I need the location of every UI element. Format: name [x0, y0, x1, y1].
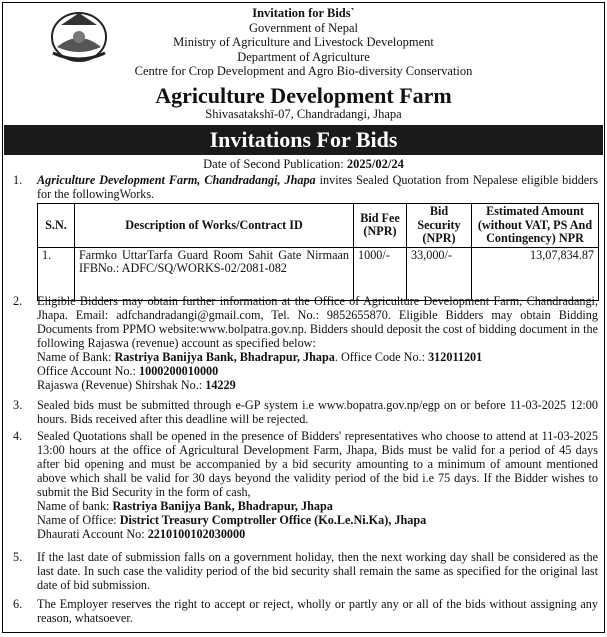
item2-bank-line	[37, 350, 598, 364]
dhaurati-account: 2210100102030000	[147, 527, 246, 541]
item-number: 6.	[13, 597, 23, 611]
item4-bank-line	[37, 499, 598, 513]
office-code: 312011201	[428, 350, 483, 364]
publication-value: 2025/02/24	[346, 157, 404, 171]
item6-text: The Employer reserves the right to accept or reject, wholly or partly any or all of the bids without assigning any reason, whatsoever.	[37, 597, 598, 625]
item1-text: invites Sealed Quotation from Nepalese eligible bidders for the followingWorks.	[37, 173, 598, 201]
item-1	[13, 173, 598, 203]
office-account: 1000200010000	[139, 364, 219, 378]
table-header: Estimated Amount (without VAT, PS And Contingency) NPR	[472, 204, 599, 248]
bank-name: Rastriya Banijya Bank, Bhadrapur, Jhapa	[112, 499, 333, 513]
publication-date	[3, 157, 604, 171]
label: . Office Code No.:	[334, 350, 429, 364]
invitation-label: Invitation for Bids`	[252, 6, 355, 20]
item5-text: If the last date of submission falls on a government holiday, then the next working day shall be considered as the last date. In such case the validity period of the bid security shall remain the same as specified for the original last date of bid submission.	[37, 550, 598, 592]
item-4	[13, 429, 598, 547]
table-header: S.N.	[38, 204, 75, 248]
item-3	[13, 398, 598, 428]
header-block	[3, 6, 604, 79]
item2-shirshak-line	[37, 378, 598, 392]
item-number: 2.	[13, 294, 23, 308]
centre-line: Centre for Crop Development and Agro Bio-diversity Conservation	[134, 64, 473, 79]
publication-label: Date of Second Publication:	[203, 157, 344, 171]
farm-title: Agriculture Development Farm	[155, 83, 452, 108]
row-sn: 1.	[38, 247, 75, 300]
item-number: 3.	[13, 398, 23, 412]
table-header: Bid Fee (NPR)	[354, 204, 407, 248]
banner-title: Invitations For Bids	[4, 125, 603, 155]
label: Office Account No.:	[37, 364, 139, 378]
label: Name of Office:	[37, 513, 120, 527]
works-table	[37, 203, 599, 301]
row-description: Farmko UttarTarfa Guard Room Sahit Gate Nirmaan IFBNo.: ADFC/SQ/WORKS-02/2081-082	[75, 247, 354, 300]
item-2	[13, 294, 598, 398]
item-text	[37, 294, 598, 392]
item-text	[37, 173, 598, 201]
item2-account-line	[37, 364, 598, 378]
table-header: Description of Works/Contract ID	[75, 204, 354, 248]
row-security: 33,000/-	[407, 247, 472, 300]
item-6	[13, 597, 598, 627]
table-header: Bid Security (NPR)	[407, 204, 472, 248]
department-line: Department of Agriculture	[237, 49, 370, 64]
label: Name of bank:	[37, 499, 113, 513]
row-amount: 13,07,834.87	[472, 247, 599, 300]
government-line: Government of Nepal	[249, 20, 358, 35]
office-name: District Treasury Comptroller Office (Ko.Le.Ni.Ka), Jhapa	[119, 513, 427, 527]
bank-name: Rastriya Banijya Bank, Bhadrapur, Jhapa	[114, 350, 335, 364]
item3-text: Sealed bids must be submitted through e-GP system i.e www.bopatra.gov.np/egp on or before 11-03-2025 12:00 hours. Bids received after this deadline will be rejected.	[37, 398, 598, 426]
shirshak-number: 14229	[205, 378, 236, 392]
row-fee: 1000/-	[354, 247, 407, 300]
notice-page	[2, 2, 605, 633]
item-number: 5.	[13, 550, 23, 564]
item-number: 1.	[13, 173, 23, 187]
label: Rajaswa (Revenue) Shirshak No.:	[37, 378, 206, 392]
ministry-line: Ministry of Agriculture and Livestock Development	[173, 35, 434, 50]
item-number: 4.	[13, 429, 23, 443]
label: Name of Bank:	[37, 350, 115, 364]
item-text	[37, 429, 598, 541]
item4-text: Sealed Quotations shall be opened in the presence of Bidders' representatives who choose to attend at 11-03-2025 13:00 hours at the office of Agricultural Development Farm, Jhapa, Bids must be valid for a period of 45 days after bid opening and must be accompanied by a bid security amounting to a minimum of amount mentioned above which shall be valid for 30 days beyond the validity period of the bid i.e 75 days. If the Bidder wishes to submit the Bid Security in the form of cash,	[37, 429, 598, 499]
item2-text: Eligible Bidders may obtain further information at the Office of Agriculture Development Farm, Chandradangi, Jhapa. Email: adfchandradangi@gmail.com, Tel. No.: 9852655870. Eligible Bidders may obtain Bidding Documents from PPMO website:www.bolpatra.gov.np. Bidders should deposit the cost of bidding document in the following Rajaswa (revenue) account as specified below:	[37, 294, 598, 350]
item4-office-line	[37, 513, 598, 527]
item1-org: Agriculture Development Farm, Chandradangi, Jhapa	[37, 173, 316, 187]
item4-dhaurati-line	[37, 527, 598, 541]
farm-address: Shivasatakshī-07, Chandradangi, Jhapa	[205, 107, 402, 121]
label: Dhaurati Account No:	[37, 527, 148, 541]
table-row	[38, 247, 599, 300]
item-5	[13, 550, 598, 594]
